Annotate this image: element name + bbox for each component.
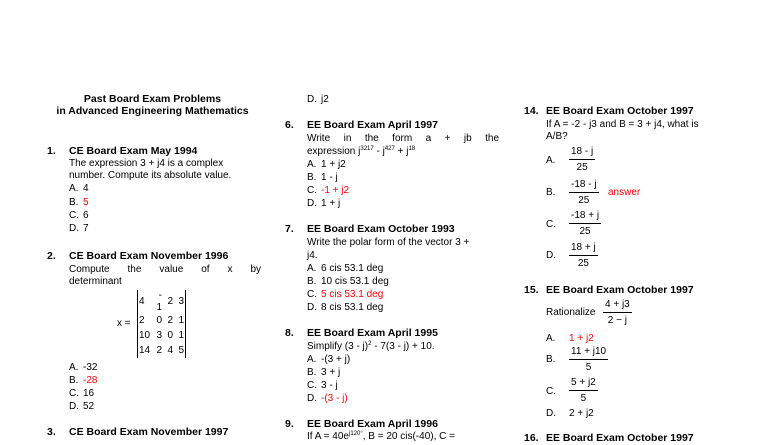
q9-number: 9. [285, 418, 294, 430]
exponent: 3217 [360, 146, 374, 152]
q6-heading: EE Board Exam April 1997 [307, 119, 438, 131]
q8-option-a [307, 354, 350, 366]
option-value: 16 [83, 388, 95, 399]
q16-heading: EE Board Exam October 1997 [546, 432, 694, 444]
q2-option-b [69, 375, 97, 387]
q9-heading: EE Board Exam April 1996 [307, 418, 438, 430]
option-letter: C. [307, 380, 317, 391]
option-letter: B. [307, 367, 317, 378]
expr-part: - 7(3 - j) + 10. [371, 341, 435, 352]
fraction-denominator: 25 [576, 162, 588, 173]
option-letter: A. [307, 354, 317, 365]
option-value-answer: -28 [83, 375, 98, 386]
q14-text-line1: If A = -2 - j3 and B = 3 + j4, what is [546, 119, 699, 130]
option-letter: D. [307, 393, 317, 404]
q2-option-d [69, 401, 94, 413]
q14-option-c-letter: C. [546, 219, 556, 230]
option-value: 6 [83, 210, 89, 221]
q1-text-line1: The expression 3 + j4 is a complex [69, 158, 224, 169]
fraction-numerator: 18 + j [569, 242, 598, 256]
fraction-denominator: 5 [580, 393, 587, 404]
q7-option-c [307, 289, 383, 301]
q15-option-b-fraction [569, 346, 608, 374]
matrix-cell: - 1 [156, 290, 162, 313]
q15-option-d [546, 408, 594, 420]
q2-determinant [137, 290, 186, 358]
option-letter: D. [307, 302, 317, 313]
matrix-cell: 1 [178, 329, 184, 341]
fraction-numerator: 18 - j [569, 146, 595, 160]
option-value: 1 + j2 [321, 159, 346, 170]
q1-option-c [69, 210, 89, 222]
option-letter: A. [69, 362, 79, 373]
q1-option-b [69, 197, 89, 209]
q14-option-d-fraction [569, 242, 598, 270]
word: jb [463, 133, 472, 144]
matrix-cell: 14 [139, 344, 151, 356]
q15-rationalize-label: Rationalize [546, 307, 596, 318]
option-letter: C. [307, 185, 317, 196]
fraction-numerator: -18 - j [569, 179, 599, 193]
matrix-cell: 4 [139, 295, 145, 307]
q14-option-a-letter: A. [546, 155, 556, 166]
option-letter: D. [69, 401, 79, 412]
q2-option-a [69, 362, 97, 374]
expr-part: - j [373, 146, 385, 157]
option-value-answer: 5 cis 53.1 deg [321, 289, 384, 300]
option-letter: B. [69, 197, 79, 208]
word: Compute [69, 264, 110, 275]
q8-option-c [307, 380, 338, 392]
q6-option-c [307, 185, 349, 197]
fraction-denominator: 25 [577, 258, 589, 269]
q8-option-d [307, 393, 348, 405]
q2-number: 2. [47, 250, 56, 262]
fraction-numerator: -18 + j [569, 210, 601, 224]
fraction-numerator: 5 + j2 [569, 377, 598, 391]
q8-option-b [307, 367, 340, 379]
option-letter: C. [69, 210, 79, 221]
q15-option-b-letter: B. [546, 354, 556, 365]
word: the [485, 133, 500, 144]
expr-part: expression j [307, 146, 361, 157]
matrix-cell: 2 [156, 344, 162, 356]
option-letter: B. [307, 172, 317, 183]
q15-option-a [546, 333, 594, 345]
fraction-denominator: 5 [585, 362, 592, 373]
option-value-answer: -(3 - j) [321, 393, 348, 404]
option-value: 4 [83, 183, 89, 194]
option-letter: D. [307, 198, 317, 209]
word: x [227, 264, 233, 275]
q7-heading: EE Board Exam October 1993 [307, 223, 455, 235]
q1-number: 1. [47, 145, 56, 157]
matrix-cell: 10 [139, 329, 151, 341]
matrix-cell: 4 [167, 344, 173, 356]
option-value: 10 cis 53.1 deg [321, 276, 389, 287]
expr-part: + j [394, 146, 409, 157]
word: + [444, 133, 451, 144]
expr-part: , B = 20 cis(-40), C = [362, 431, 455, 442]
exponent: 2 [368, 341, 372, 347]
word: by [250, 264, 262, 275]
matrix-cell: 2 [167, 295, 173, 307]
q3-heading: CE Board Exam November 1997 [69, 426, 229, 438]
matrix-cell: 2 [167, 314, 173, 326]
option-value: 1 - j [321, 172, 338, 183]
option-letter: A. [69, 183, 79, 194]
q15-option-c-fraction [569, 377, 598, 405]
q15-fraction [603, 299, 632, 327]
q7-text-line2: j4. [307, 250, 318, 261]
matrix-cell: 0 [167, 329, 173, 341]
q14-text-line2: A/B? [546, 131, 568, 142]
q6-option-a [307, 159, 346, 171]
option-value: 7 [83, 223, 89, 234]
option-value-answer: 5 [83, 197, 89, 208]
q2-heading: CE Board Exam November 1996 [69, 250, 229, 262]
option-value: 1 + j [321, 198, 341, 209]
q14-number: 14. [524, 105, 539, 117]
q6-number: 6. [285, 119, 294, 131]
exponent: 18 [408, 146, 416, 152]
q2-x-label: x = [117, 318, 131, 329]
option-value: 8 cis 53.1 deg [321, 302, 384, 313]
q1-text-line2: number. Compute its absolute value. [69, 170, 232, 181]
option-value: j2 [321, 94, 329, 105]
matrix-cell: 2 [139, 314, 145, 326]
fraction-numerator: 4 + j3 [603, 299, 632, 313]
doc-title-line2: in Advanced Engineering Mathematics [56, 105, 249, 117]
option-letter: A. [546, 333, 556, 344]
expr-part: Simplify (3 - j) [307, 341, 369, 352]
q5-option-d [307, 94, 329, 106]
option-letter: C. [69, 388, 79, 399]
option-letter: D. [307, 94, 317, 105]
option-value: 6 cis 53.1 deg [321, 263, 384, 274]
fraction-denominator: 2 − j [607, 315, 627, 326]
option-value: 3 + j [321, 367, 341, 378]
q14-answer-note: answer [608, 187, 641, 198]
word: of [201, 264, 210, 275]
matrix-cell: 5 [178, 344, 184, 356]
q7-option-d [307, 302, 383, 314]
q15-option-c-letter: C. [546, 386, 556, 397]
matrix-cell: 1 [178, 314, 184, 326]
option-letter: A. [307, 159, 317, 170]
exponent: j120° [348, 431, 363, 437]
q14-option-b-letter: B. [546, 187, 556, 198]
word: Write [307, 133, 331, 144]
expr-part: If A = 40e [307, 431, 349, 442]
q15-heading: EE Board Exam October 1997 [546, 284, 694, 296]
word: a [425, 133, 432, 144]
q7-option-b [307, 276, 389, 288]
q7-number: 7. [285, 223, 294, 235]
q14-option-a-fraction [569, 146, 595, 174]
q6-text-line1 [307, 133, 499, 145]
q14-option-c-fraction [569, 210, 601, 238]
matrix-cell: 0 [156, 314, 162, 326]
option-letter: C. [307, 289, 317, 300]
fraction-denominator: 25 [578, 195, 590, 206]
q8-number: 8. [285, 327, 294, 339]
word: value [159, 264, 184, 275]
option-value: -32 [83, 362, 98, 373]
option-value: 3 - j [321, 380, 338, 391]
q1-option-a [69, 183, 89, 195]
q8-expression [307, 341, 435, 353]
word: the [364, 133, 379, 144]
q16-number: 16. [524, 432, 539, 444]
option-value: -(3 + j) [321, 354, 351, 365]
q7-text-line1: Write the polar form of the vector 3 + [307, 237, 470, 248]
option-value: 2 + j2 [569, 408, 594, 419]
option-letter: B. [307, 276, 317, 287]
matrix-cell: 3 [156, 329, 162, 341]
matrix-cell: 3 [178, 295, 184, 307]
doc-title-line1: Past Board Exam Problems [83, 93, 222, 105]
q14-heading: EE Board Exam October 1997 [546, 105, 694, 117]
q14-option-b-fraction [569, 179, 599, 207]
q6-option-d [307, 198, 340, 210]
q6-expression [307, 146, 415, 158]
option-letter: A. [307, 263, 317, 274]
word: in [343, 133, 352, 144]
q1-option-d [69, 223, 89, 235]
fraction-numerator: 11 + j10 [569, 346, 608, 360]
q8-heading: EE Board Exam April 1995 [307, 327, 438, 339]
q2-text-line2: determinant [69, 276, 122, 287]
exponent: 427 [384, 146, 395, 152]
q14-option-d-letter: D. [546, 250, 556, 261]
option-letter: D. [69, 223, 79, 234]
option-value: 52 [83, 401, 95, 412]
q6-option-b [307, 172, 338, 184]
q1-heading: CE Board Exam May 1994 [69, 145, 198, 157]
option-letter: B. [69, 375, 79, 386]
option-letter: D. [546, 408, 556, 419]
fraction-denominator: 25 [579, 226, 591, 237]
q2-option-c [69, 388, 94, 400]
option-value-answer: -1 + j2 [321, 185, 350, 196]
word: the [127, 264, 142, 275]
q15-number: 15. [524, 284, 539, 296]
word: form [392, 133, 413, 144]
option-value-answer: 1 + j2 [569, 333, 594, 344]
q7-option-a [307, 263, 383, 275]
q2-text-line1 [69, 264, 261, 276]
q3-number: 3. [47, 426, 56, 438]
